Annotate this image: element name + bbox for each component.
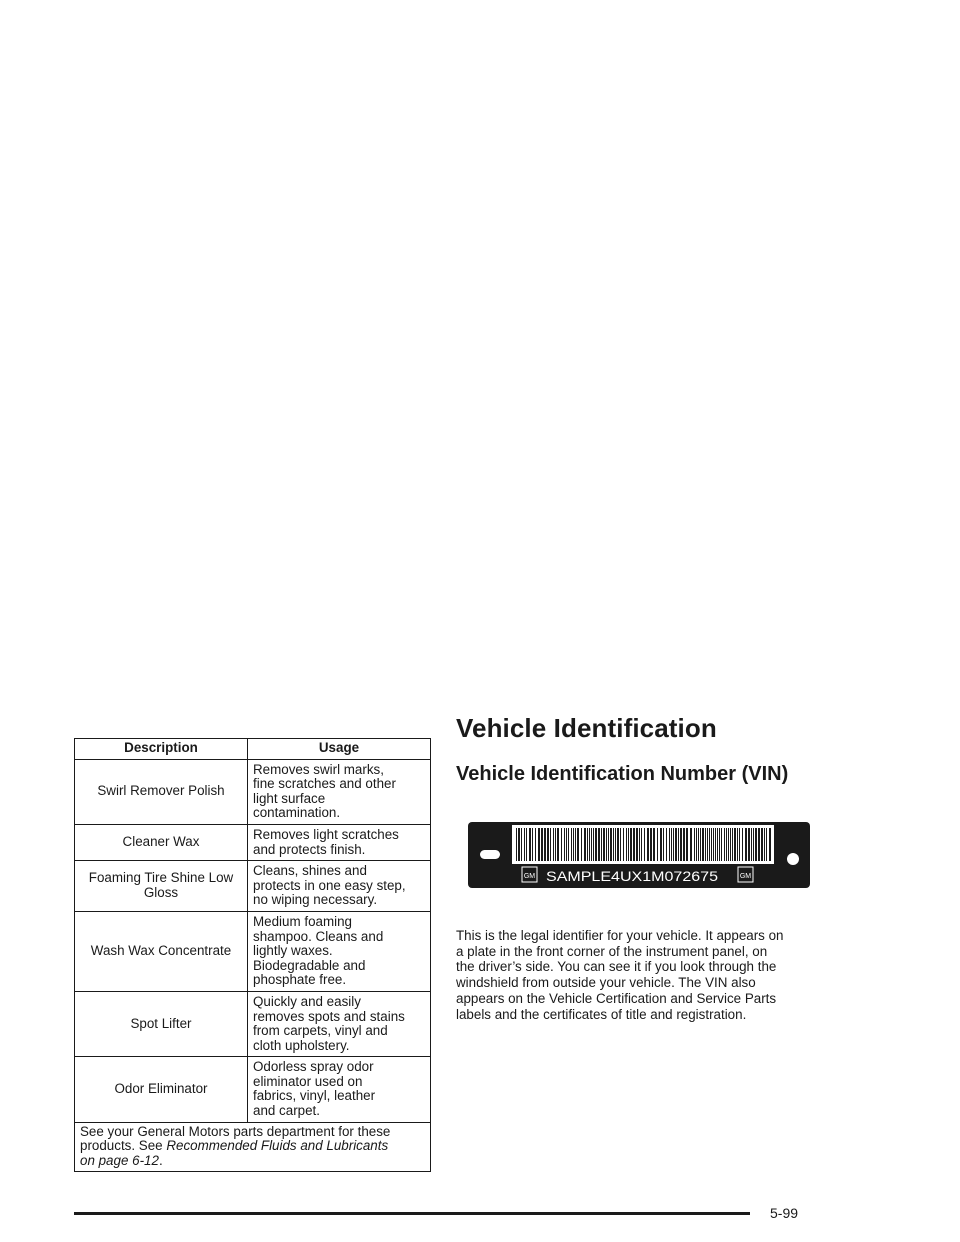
barcode-bar [698, 828, 699, 861]
plate-slot-icon [480, 850, 500, 859]
barcode-bar [700, 828, 701, 861]
usage-line: lightly waxes. [253, 943, 333, 959]
usage-line: Biodegradable and [253, 957, 366, 973]
barcode-bar [630, 828, 632, 861]
barcode-bar [705, 828, 706, 861]
barcode-bar [686, 828, 688, 861]
barcode-bar [758, 828, 760, 861]
barcode-bar [620, 828, 621, 861]
barcode-bar [728, 828, 729, 861]
barcode-bar [538, 828, 540, 861]
cleaning-products-table [74, 738, 431, 1172]
barcode-bar [671, 828, 672, 861]
barcode-bar [657, 828, 658, 861]
usage-line: from carpets, vinyl and [253, 1023, 388, 1039]
barcode-bar [769, 828, 771, 861]
barcode-bar [715, 828, 716, 861]
barcode-bar [707, 828, 708, 861]
barcode-bar [561, 828, 562, 861]
vin-plate-illustration [468, 822, 810, 888]
barcode-bar [764, 828, 765, 861]
product-description: Wash Wax Concentrate [75, 911, 248, 991]
section-subtitle: Vehicle Identification Number (VIN) [456, 763, 789, 785]
product-usage [248, 991, 431, 1056]
barcode-bar [745, 828, 747, 861]
barcode-bar [606, 828, 607, 861]
table-row [75, 824, 431, 860]
barcode-bar [587, 828, 588, 861]
barcode-bar [709, 828, 710, 861]
body-line: the driver’s side. You can see it if you look through the [456, 959, 777, 975]
barcode-bar [581, 828, 582, 861]
barcode-bar [589, 828, 590, 861]
table-row [75, 911, 431, 991]
barcode-bar [535, 828, 536, 861]
gm-logo-left-text: GM [523, 873, 536, 880]
barcode-bar [566, 828, 567, 861]
barcode-bar [547, 828, 549, 861]
usage-line: fabrics, vinyl, leather [253, 1088, 376, 1104]
usage-line: Removes swirl marks, [253, 761, 384, 777]
barcode-bar [601, 828, 602, 861]
usage-line: shampoo. Cleans and [253, 928, 384, 944]
page-number: 5-99 [770, 1205, 799, 1221]
table-row [75, 759, 431, 824]
table-header-row [75, 739, 431, 760]
barcode-bar [639, 828, 640, 861]
vin-number: SAMPLE4UX1M072675 [546, 868, 719, 884]
barcode-bar [532, 828, 533, 861]
barcode-bar [623, 828, 624, 861]
barcode-bar [730, 828, 731, 861]
barcode-bar [568, 828, 569, 861]
barcode-bar [660, 828, 662, 861]
barcode-bar [613, 828, 614, 861]
usage-line: Cleans, shines and [253, 863, 367, 879]
barcode-bar [755, 828, 757, 861]
barcode-bar [541, 828, 543, 861]
product-description: Swirl Remover Polish [75, 759, 248, 824]
note-suffix: . [158, 1152, 163, 1168]
usage-line: fine scratches and other [253, 776, 396, 792]
barcode-bar [529, 828, 531, 861]
note-prefix: products. See [80, 1138, 167, 1154]
note-line-1: See your General Motors parts department for these [80, 1123, 391, 1139]
vin-description [456, 928, 826, 1022]
barcode-bar [575, 828, 576, 861]
barcode-bar [644, 828, 645, 861]
usage-line: Medium foaming [253, 913, 352, 929]
barcode-bar [653, 828, 655, 861]
barcode-bar [724, 828, 725, 861]
usage-line: protects in one easy step, [253, 877, 406, 893]
barcode-bar [591, 828, 592, 861]
barcode-bar [734, 828, 736, 861]
barcode-bar [608, 828, 609, 861]
barcode-bar [647, 828, 649, 861]
barcode-bar [626, 828, 627, 861]
barcode-bar [603, 828, 605, 861]
usage-line: contamination. [253, 805, 341, 821]
product-usage [248, 861, 431, 912]
barcode-bar [617, 828, 619, 861]
barcode-bar [711, 828, 712, 861]
product-description: Foaming Tire Shine Low Gloss [75, 861, 248, 912]
barcode-bar [550, 828, 551, 861]
barcode-bar [702, 828, 704, 861]
barcode-bar [753, 828, 754, 861]
barcode-bar [593, 828, 594, 861]
barcode-bar [633, 828, 635, 861]
barcode-bar [584, 828, 586, 861]
usage-line: Odorless spray odor [253, 1059, 374, 1075]
barcode-bar [518, 828, 520, 861]
usage-line: phosphate free. [253, 972, 347, 988]
body-line: a plate in the front corner of the instrument panel, on [456, 943, 768, 959]
barcode-bar [666, 828, 667, 861]
barcode-bar [690, 828, 692, 861]
barcode-bar [683, 828, 685, 861]
barcode-bar [721, 828, 722, 861]
body-line: appears on the Vehicle Certification and Service Parts [456, 990, 777, 1006]
barcode-bar [641, 828, 642, 861]
usage-line: cloth upholstery. [253, 1037, 350, 1053]
barcode-bar [516, 828, 517, 861]
column-header-usage: Usage [248, 739, 431, 760]
barcode-bar [610, 828, 612, 861]
barcode-bar [577, 828, 579, 861]
fluids-reference-page[interactable]: on page 6-12 [80, 1152, 159, 1168]
barcode-bar [544, 828, 546, 861]
product-description: Spot Lifter [75, 991, 248, 1056]
barcode-bar [751, 828, 752, 861]
table-note-row [75, 1122, 431, 1172]
barcode-bar [598, 828, 600, 861]
barcode-bar [555, 828, 556, 861]
table-body [75, 759, 431, 1122]
barcode-bar [628, 828, 629, 861]
table-note [75, 1122, 431, 1172]
usage-line: eliminator used on [253, 1073, 363, 1089]
barcode-bar [680, 828, 682, 861]
usage-line: and protects finish. [253, 841, 366, 857]
product-usage [248, 759, 431, 824]
barcode-bar [615, 828, 616, 861]
column-header-description: Description [75, 739, 248, 760]
product-usage [248, 824, 431, 860]
barcode-bar [737, 828, 738, 861]
usage-line: Quickly and easily [253, 993, 361, 1009]
table-row [75, 991, 431, 1056]
barcode-bar [696, 828, 697, 861]
barcode-bar [732, 828, 733, 861]
product-description: Cleaner Wax [75, 824, 248, 860]
body-line: labels and the certificates of title and registration. [456, 1006, 747, 1022]
barcode-bar [573, 828, 574, 861]
barcode-bar [694, 828, 695, 861]
barcode-bar [557, 828, 559, 861]
barcode-bar [595, 828, 597, 861]
usage-line: Removes light scratches [253, 826, 399, 842]
barcode-bar [663, 828, 664, 861]
barcode-bar [564, 828, 565, 861]
product-usage [248, 911, 431, 991]
product-description: Odor Eliminator [75, 1057, 248, 1122]
table-row [75, 1057, 431, 1122]
barcode-bar [571, 828, 572, 861]
barcode-bar [650, 828, 652, 861]
product-usage [248, 1057, 431, 1122]
barcode-bar [553, 828, 554, 861]
footer-rule [74, 1212, 750, 1215]
barcode-bar [739, 828, 740, 861]
barcode-bar [719, 828, 720, 861]
barcode-bar [742, 828, 743, 861]
plate-rivet-icon [787, 853, 799, 865]
body-line: windshield from outside your vehicle. The VIN also [456, 975, 756, 991]
barcode-bar [748, 828, 750, 861]
barcode-bar [526, 828, 527, 861]
barcode-bar [678, 828, 679, 861]
usage-line: and carpet. [253, 1103, 320, 1119]
usage-line: no wiping necessary. [253, 892, 378, 908]
barcode-bar [673, 828, 674, 861]
section-title: Vehicle Identification [456, 713, 717, 743]
barcode-bar [766, 828, 767, 861]
body-line: This is the legal identifier for your vehicle. It appears on [456, 928, 784, 943]
barcode-bar [726, 828, 727, 861]
barcode-bar [524, 828, 525, 861]
fluids-reference-link[interactable]: Recommended Fluids and Lubricants [166, 1138, 389, 1154]
gm-logo-right-text: GM [739, 873, 752, 880]
usage-line: light surface [253, 790, 326, 806]
table-row [75, 861, 431, 912]
barcode-bar [521, 828, 522, 861]
barcode-bar [669, 828, 670, 861]
barcode-bar [761, 828, 763, 861]
usage-line: removes spots and stains [253, 1008, 405, 1024]
barcode-bar [675, 828, 677, 861]
barcode-bar [636, 828, 638, 861]
barcode-bar [717, 828, 718, 861]
barcode-bar [713, 828, 714, 861]
